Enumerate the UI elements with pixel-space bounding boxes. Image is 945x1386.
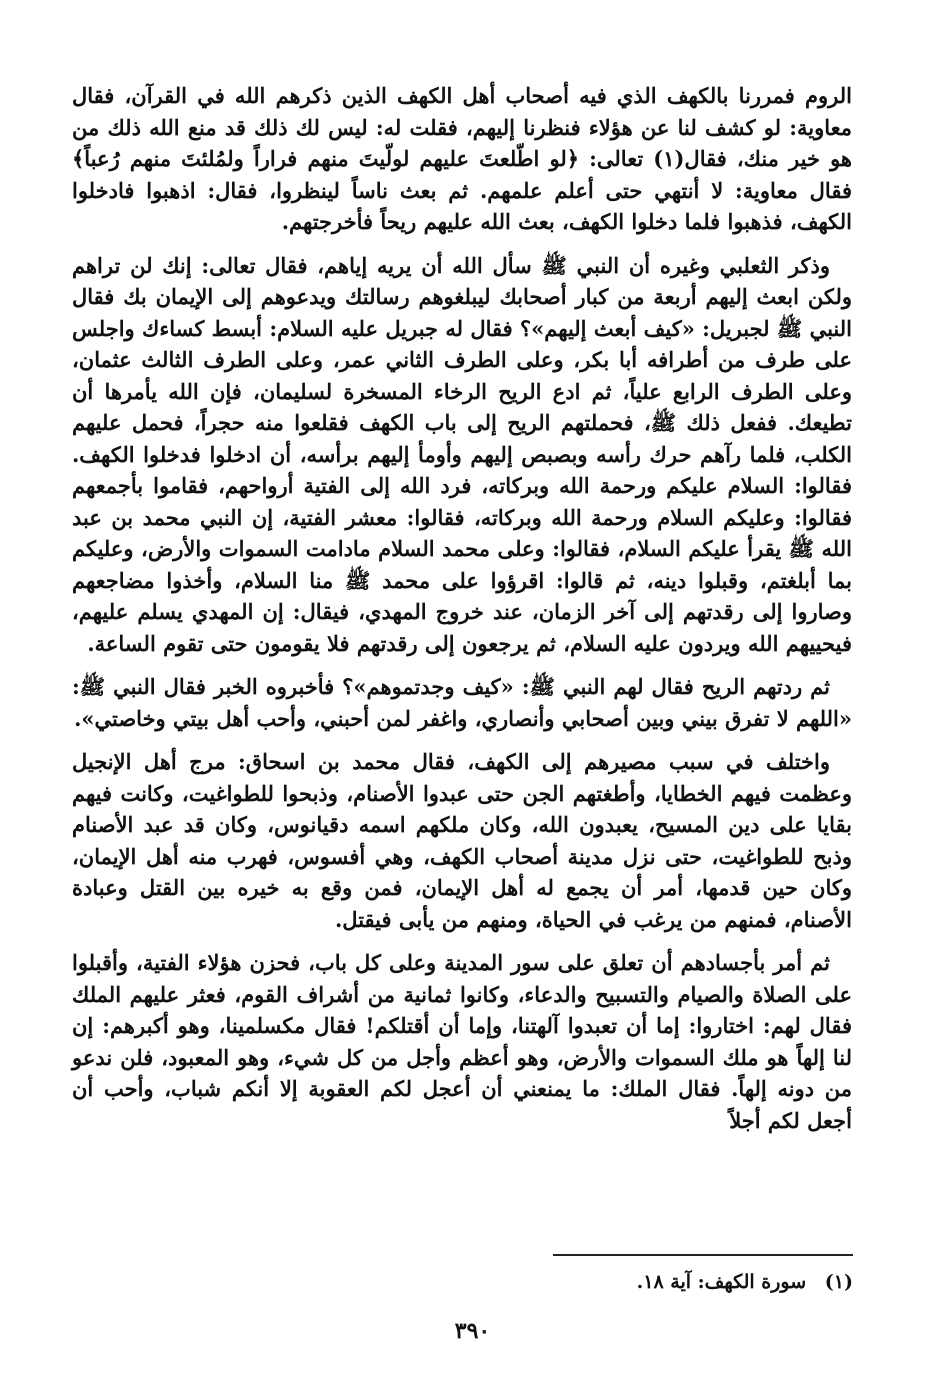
- paragraph-4: واختلف في سبب مصيرهم إلى الكهف، فقال محمد بن اسحاق: مرج أهل الإنجيل وعظمت فيهم الخطايا، وأطغتهم الجن حتى عبدوا الأصنام، وذبحوا للطواغيت، وكانت فيهم بقايا على دين المسيح، يعبدون الله، وكان ملكهم اسمه دقيانوس، وكان قد عبد الأصنام وذبح للطواغيت، حتى نزل مدينة أصحاب الكهف، وهي أفسوس، فهرب منه أهل الإيمان، وكان حين قدمها، أمر أن يجمع له أهل الإيمان، فمن وقع به خيره بين القتل وعبادة الأصنام، فمنهم من يرغب في الحياة، ومنهم من يأبى فيقتل.: [72, 749, 852, 932]
- paragraph-3: ثم ردتهم الريح فقال لهم النبي ﷺ: «كيف وجدتموهم»؟ فأخبروه الخبر فقال النبي ﷺ: «اللهم لا تفرق بيني وبين أصحابي وأنصاري، واغفر لمن أحبني، وأحب أهل بيتي وخاصتي».: [72, 674, 852, 731]
- footnote-text: سورة الكهف: آية ١٨.: [636, 1271, 807, 1293]
- page-body: [72, 80, 852, 1148]
- footnote-number: (١): [824, 1271, 853, 1293]
- paragraph-1: الروم فمررنا بالكهف الذي فيه أصحاب أهل الكهف الذين ذكرهم الله في القرآن، فقال معاوية: لو كشف لنا عن هؤلاء فنظرنا إليهم، فقلت له: ليس لك ذلك قد منع الله ذلك من هو خير منك، فقال(١) تعالى: ﴿لو اطّلعتَ عليهم لولّيتَ منهم فراراً ولمُلئتَ منهم رُعباً﴾ فقال معاوية: لا أنتهي حتى أعلم علمهم. ثم بعث ناساً لينظروا، فقال: اذهبوا فادخلوا الكهف، فذهبوا فلما دخلوا الكهف، بعث الله عليهم ريحاً فأخرجتهم.: [72, 83, 852, 234]
- page-number: ٣٩٠: [454, 1318, 491, 1344]
- footnote-divider: [553, 1254, 853, 1256]
- footnote: [153, 1268, 853, 1296]
- paragraph-5: ثم أمر بأجسادهم أن تعلق على سور المدينة وعلى كل باب، فحزن هؤلاء الفتية، وأقبلوا على الصلاة والصيام والتسبيح والدعاء، وكانوا ثمانية من أشراف القوم، فعثر عليهم الملك فقال لهم: اختاروا: إما أن تعبدوا آلهتنا، وإما أن أقتلكم! فقال مكسلمينا، وهو أكبرهم: إن لنا إلهاً هو ملك السموات والأرض، وهو أعظم وأجل من كل شيء، وهو المعبود، فلن ندعو من دونه إلهاً. فقال الملك: ما يمنعني أن أعجل لكم العقوبة إلا أنكم شباب، وأحب أن أجعل لكم أجلاً: [72, 950, 852, 1133]
- paragraph-2: وذكر الثعلبي وغيره أن النبي ﷺ سأل الله أن يريه إياهم، فقال تعالى: إنك لن تراهم ولكن ابعث إليهم أربعة من كبار أصحابك ليبلغوهم رسالتك ويدعوهم إلى الإيمان بك فقال النبي ﷺ لجبريل: «كيف أبعث إليهم»؟ فقال له جبريل عليه السلام: أبسط كساءك واجلس على طرف من أطرافه أبا بكر، وعلى الطرف الثاني عمر، وعلى الطرف الثالث عثمان، وعلى الطرف الرابع علياً، ثم ادع الريح الرخاء المسخرة لسليمان، فإن الله يأمرها أن تطيعك. ففعل ذلك ﷺ، فحملتهم الريح إلى باب الكهف فقلعوا منه حجراً، فحمل عليهم الكلب، فلما رآهم حرك رأسه وبصبص إليهم وأومأ إليهم برأسه، أن ادخلوا فدخلوا الكهف. فقالوا: السلام عليكم ورحمة الله وبركاته، فرد الله إلى الفتية أرواحهم، فقاموا بأجمعهم فقالوا: وعليكم السلام ورحمة الله وبركاته، فقالوا: معشر الفتية، إن النبي محمد بن عبد الله ﷺ يقرأ عليكم السلام، فقالوا: وعلى محمد السلام مادامت السموات والأرض، وعليكم بما أبلغتم، وقبلوا دينه، ثم قالوا: اقرؤوا على محمد ﷺ منا السلام، وأخذوا مضاجعهم وصاروا إلى رقدتهم إلى آخر الزمان، عند خروج المهدي، فيقال: إن المهدي يسلم عليهم، فيحييهم الله ويردون عليه السلام، ثم يرجعون إلى رقدتهم فلا يقومون حتى تقوم الساعة.: [72, 252, 852, 656]
